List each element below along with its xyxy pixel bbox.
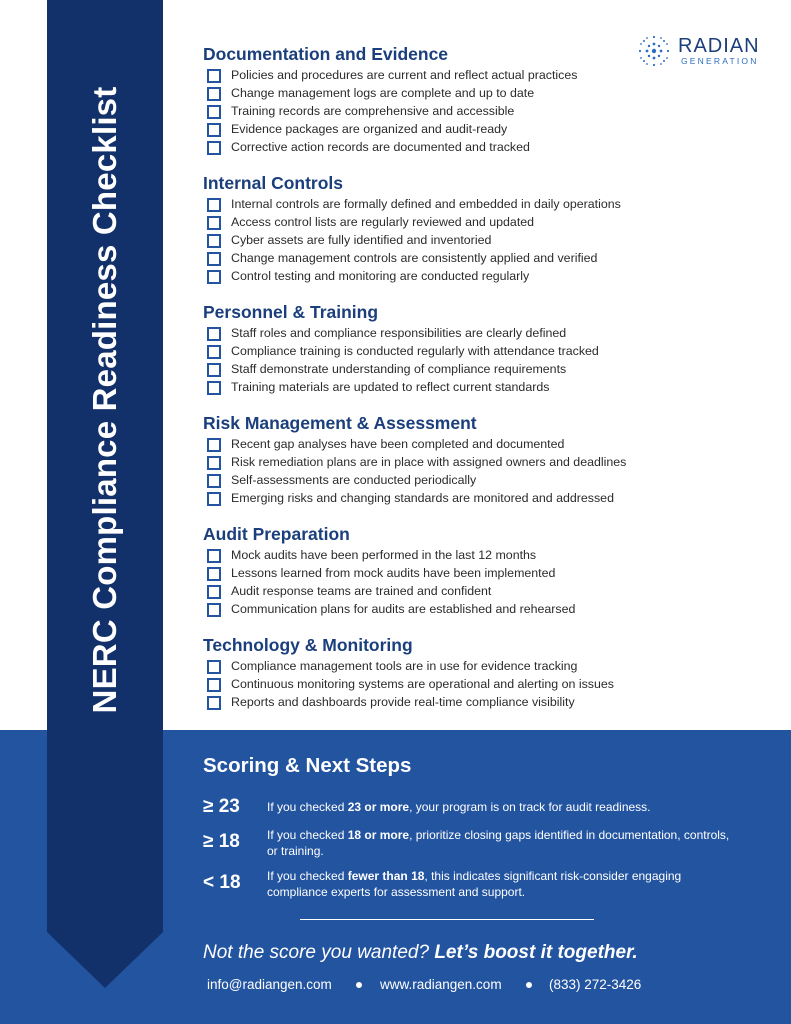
checklist-item — [203, 435, 773, 453]
checklist-item-text: Self-assessments are conducted periodically — [231, 473, 477, 487]
checklist-item-text: Access control lists are regularly reviewed and updated — [231, 215, 535, 229]
score-text-pre: If you checked — [267, 869, 348, 883]
checklist-item — [203, 84, 773, 102]
checklist-item-text: Audit response teams are trained and confident — [231, 584, 492, 598]
score-description — [267, 868, 687, 900]
checkbox[interactable] — [207, 603, 221, 617]
section-title: Personnel & Training — [203, 302, 379, 322]
checkbox[interactable] — [207, 345, 221, 359]
section-audit-preparation — [203, 522, 773, 633]
checklist-item — [203, 564, 773, 582]
contact-phone[interactable]: (833) 272-3426 — [549, 977, 642, 992]
checklist-item-text: Staff roles and compliance responsibilities are clearly defined — [231, 326, 567, 340]
score-description — [267, 799, 737, 815]
score-badge: ≥ 23 — [203, 796, 240, 817]
checkbox[interactable] — [207, 198, 221, 212]
contact-website[interactable]: www.radiangen.com — [380, 977, 502, 992]
score-text-pre: If you checked — [267, 800, 348, 814]
checkbox[interactable] — [207, 549, 221, 563]
contact-email[interactable]: info@radiangen.com — [207, 977, 332, 992]
checklist-item-text: Compliance management tools are in use for evidence tracking — [231, 659, 578, 673]
checklist-item-text: Training records are comprehensive and accessible — [231, 104, 515, 118]
checkbox[interactable] — [207, 270, 221, 284]
checkbox[interactable] — [207, 363, 221, 377]
checkbox[interactable] — [207, 474, 221, 488]
score-row-under-18 — [203, 868, 743, 902]
score-badge: ≥ 18 — [203, 831, 240, 852]
checklist-item — [203, 138, 773, 156]
checklist-item — [203, 102, 773, 120]
checklist-item — [203, 453, 773, 471]
checklist-items — [203, 546, 773, 618]
logo-wordmark: RADIAN — [678, 35, 760, 57]
checkbox[interactable] — [207, 234, 221, 248]
logo-subtitle: GENERATION — [681, 56, 759, 66]
checklist-item — [203, 546, 773, 564]
section-title: Audit Preparation — [203, 524, 350, 544]
section-personnel-training — [203, 300, 773, 411]
checkbox[interactable] — [207, 381, 221, 395]
checklist-item-text: Risk remediation plans are in place with assigned owners and deadlines — [231, 455, 627, 469]
section-title: Documentation and Evidence — [203, 44, 449, 64]
checklist-items — [203, 66, 773, 156]
checkbox[interactable] — [207, 678, 221, 692]
checkbox[interactable] — [207, 141, 221, 155]
checklist-items — [203, 195, 773, 285]
checklist-item — [203, 471, 773, 489]
checklist-item-text: Policies and procedures are current and reflect actual practices — [231, 68, 578, 82]
separator-dot — [526, 982, 532, 988]
checkbox[interactable] — [207, 585, 221, 599]
checklist-item-text: Evidence packages are organized and audit-ready — [231, 122, 508, 136]
page-title: NERC Compliance Readiness Checklist — [86, 86, 123, 714]
checklist-item-text: Emerging risks and changing standards are monitored and addressed — [231, 491, 614, 505]
score-text-pre: If you checked — [267, 828, 348, 842]
checklist-item-text: Control testing and monitoring are conducted regularly — [231, 269, 530, 283]
score-text-bold: fewer than 18 — [347, 869, 425, 883]
checklist-item — [203, 360, 773, 378]
checklist-item-text: Lessons learned from mock audits have been implemented — [231, 566, 556, 580]
score-description — [267, 827, 737, 859]
section-technology-monitoring — [203, 633, 773, 713]
checkbox[interactable] — [207, 696, 221, 710]
checklist — [203, 42, 773, 713]
checklist-item — [203, 231, 773, 249]
separator-dot — [356, 982, 362, 988]
score-text-bold: 23 or more — [347, 800, 410, 814]
checklist-items — [203, 324, 773, 396]
score-badge: < 18 — [203, 872, 241, 893]
checklist-item — [203, 249, 773, 267]
checklist-item-text: Change management logs are complete and up to date — [231, 86, 535, 100]
checklist-item — [203, 657, 773, 675]
title-ribbon — [47, 0, 163, 988]
checkbox[interactable] — [207, 252, 221, 266]
checklist-item-text: Training materials are updated to reflect current standards — [231, 380, 550, 394]
checklist-item-text: Recent gap analyses have been completed and documented — [231, 437, 565, 451]
checklist-items — [203, 657, 773, 711]
checkbox[interactable] — [207, 327, 221, 341]
section-risk-management — [203, 411, 773, 522]
checklist-item — [203, 582, 773, 600]
cta-emphasis: Let’s boost it together. — [434, 942, 638, 963]
section-title: Risk Management & Assessment — [203, 413, 477, 433]
checklist-item — [203, 378, 773, 396]
checklist-item-text: Compliance training is conducted regularly with attendance tracked — [231, 344, 599, 358]
checklist-item-text: Corrective action records are documented and tracked — [231, 140, 530, 154]
checkbox[interactable] — [207, 567, 221, 581]
checkbox[interactable] — [207, 660, 221, 674]
checkbox[interactable] — [207, 438, 221, 452]
checklist-item — [203, 213, 773, 231]
checklist-item-text: Communication plans for audits are established and rehearsed — [231, 602, 576, 616]
score-text-post: , prioritize closing gaps identified in documentation, controls, or training. — [267, 828, 730, 858]
cta-text: Not the score you wanted? — [203, 942, 435, 963]
checklist-item — [203, 693, 773, 711]
checkbox[interactable] — [207, 492, 221, 506]
checkbox[interactable] — [207, 69, 221, 83]
checklist-item — [203, 267, 773, 285]
checklist-item-text: Change management controls are consistently applied and verified — [231, 251, 598, 265]
section-title: Technology & Monitoring — [203, 635, 413, 655]
checklist-item-text: Continuous monitoring systems are operational and alerting on issues — [231, 677, 614, 691]
checkbox[interactable] — [207, 216, 221, 230]
checklist-item — [203, 342, 773, 360]
score-text-post: , your program is on track for audit readiness. — [409, 800, 651, 814]
checklist-items — [203, 435, 773, 507]
scoring-title: Scoring & Next Steps — [203, 754, 412, 777]
checklist-item-text: Staff demonstrate understanding of compliance requirements — [231, 362, 567, 376]
score-text-bold: 18 or more — [347, 828, 410, 842]
checkbox[interactable] — [207, 123, 221, 137]
checklist-item-text: Cyber assets are fully identified and inventoried — [231, 233, 492, 247]
checklist-item — [203, 675, 773, 693]
score-row-18 — [203, 827, 743, 861]
checklist-item — [203, 120, 773, 138]
footer-divider — [300, 919, 594, 920]
checklist-item-text: Mock audits have been performed in the last 12 months — [231, 548, 537, 562]
section-title: Internal Controls — [203, 173, 344, 193]
checklist-item-text: Internal controls are formally defined and embedded in daily operations — [231, 197, 621, 211]
checklist-item-text: Reports and dashboards provide real-time compliance visibility — [231, 695, 575, 709]
checkbox[interactable] — [207, 87, 221, 101]
section-documentation — [203, 42, 773, 171]
checklist-item — [203, 600, 773, 618]
score-row-23 — [203, 796, 743, 816]
checklist-item — [203, 195, 773, 213]
checkbox[interactable] — [207, 105, 221, 119]
checkbox[interactable] — [207, 456, 221, 470]
checklist-item — [203, 324, 773, 342]
section-internal-controls — [203, 171, 773, 300]
call-to-action — [203, 942, 638, 964]
checklist-item — [203, 489, 773, 507]
score-text-post: , this indicates significant risk-consider engaging compliance experts for assessment and support. — [267, 869, 682, 899]
checklist-item — [203, 66, 773, 84]
